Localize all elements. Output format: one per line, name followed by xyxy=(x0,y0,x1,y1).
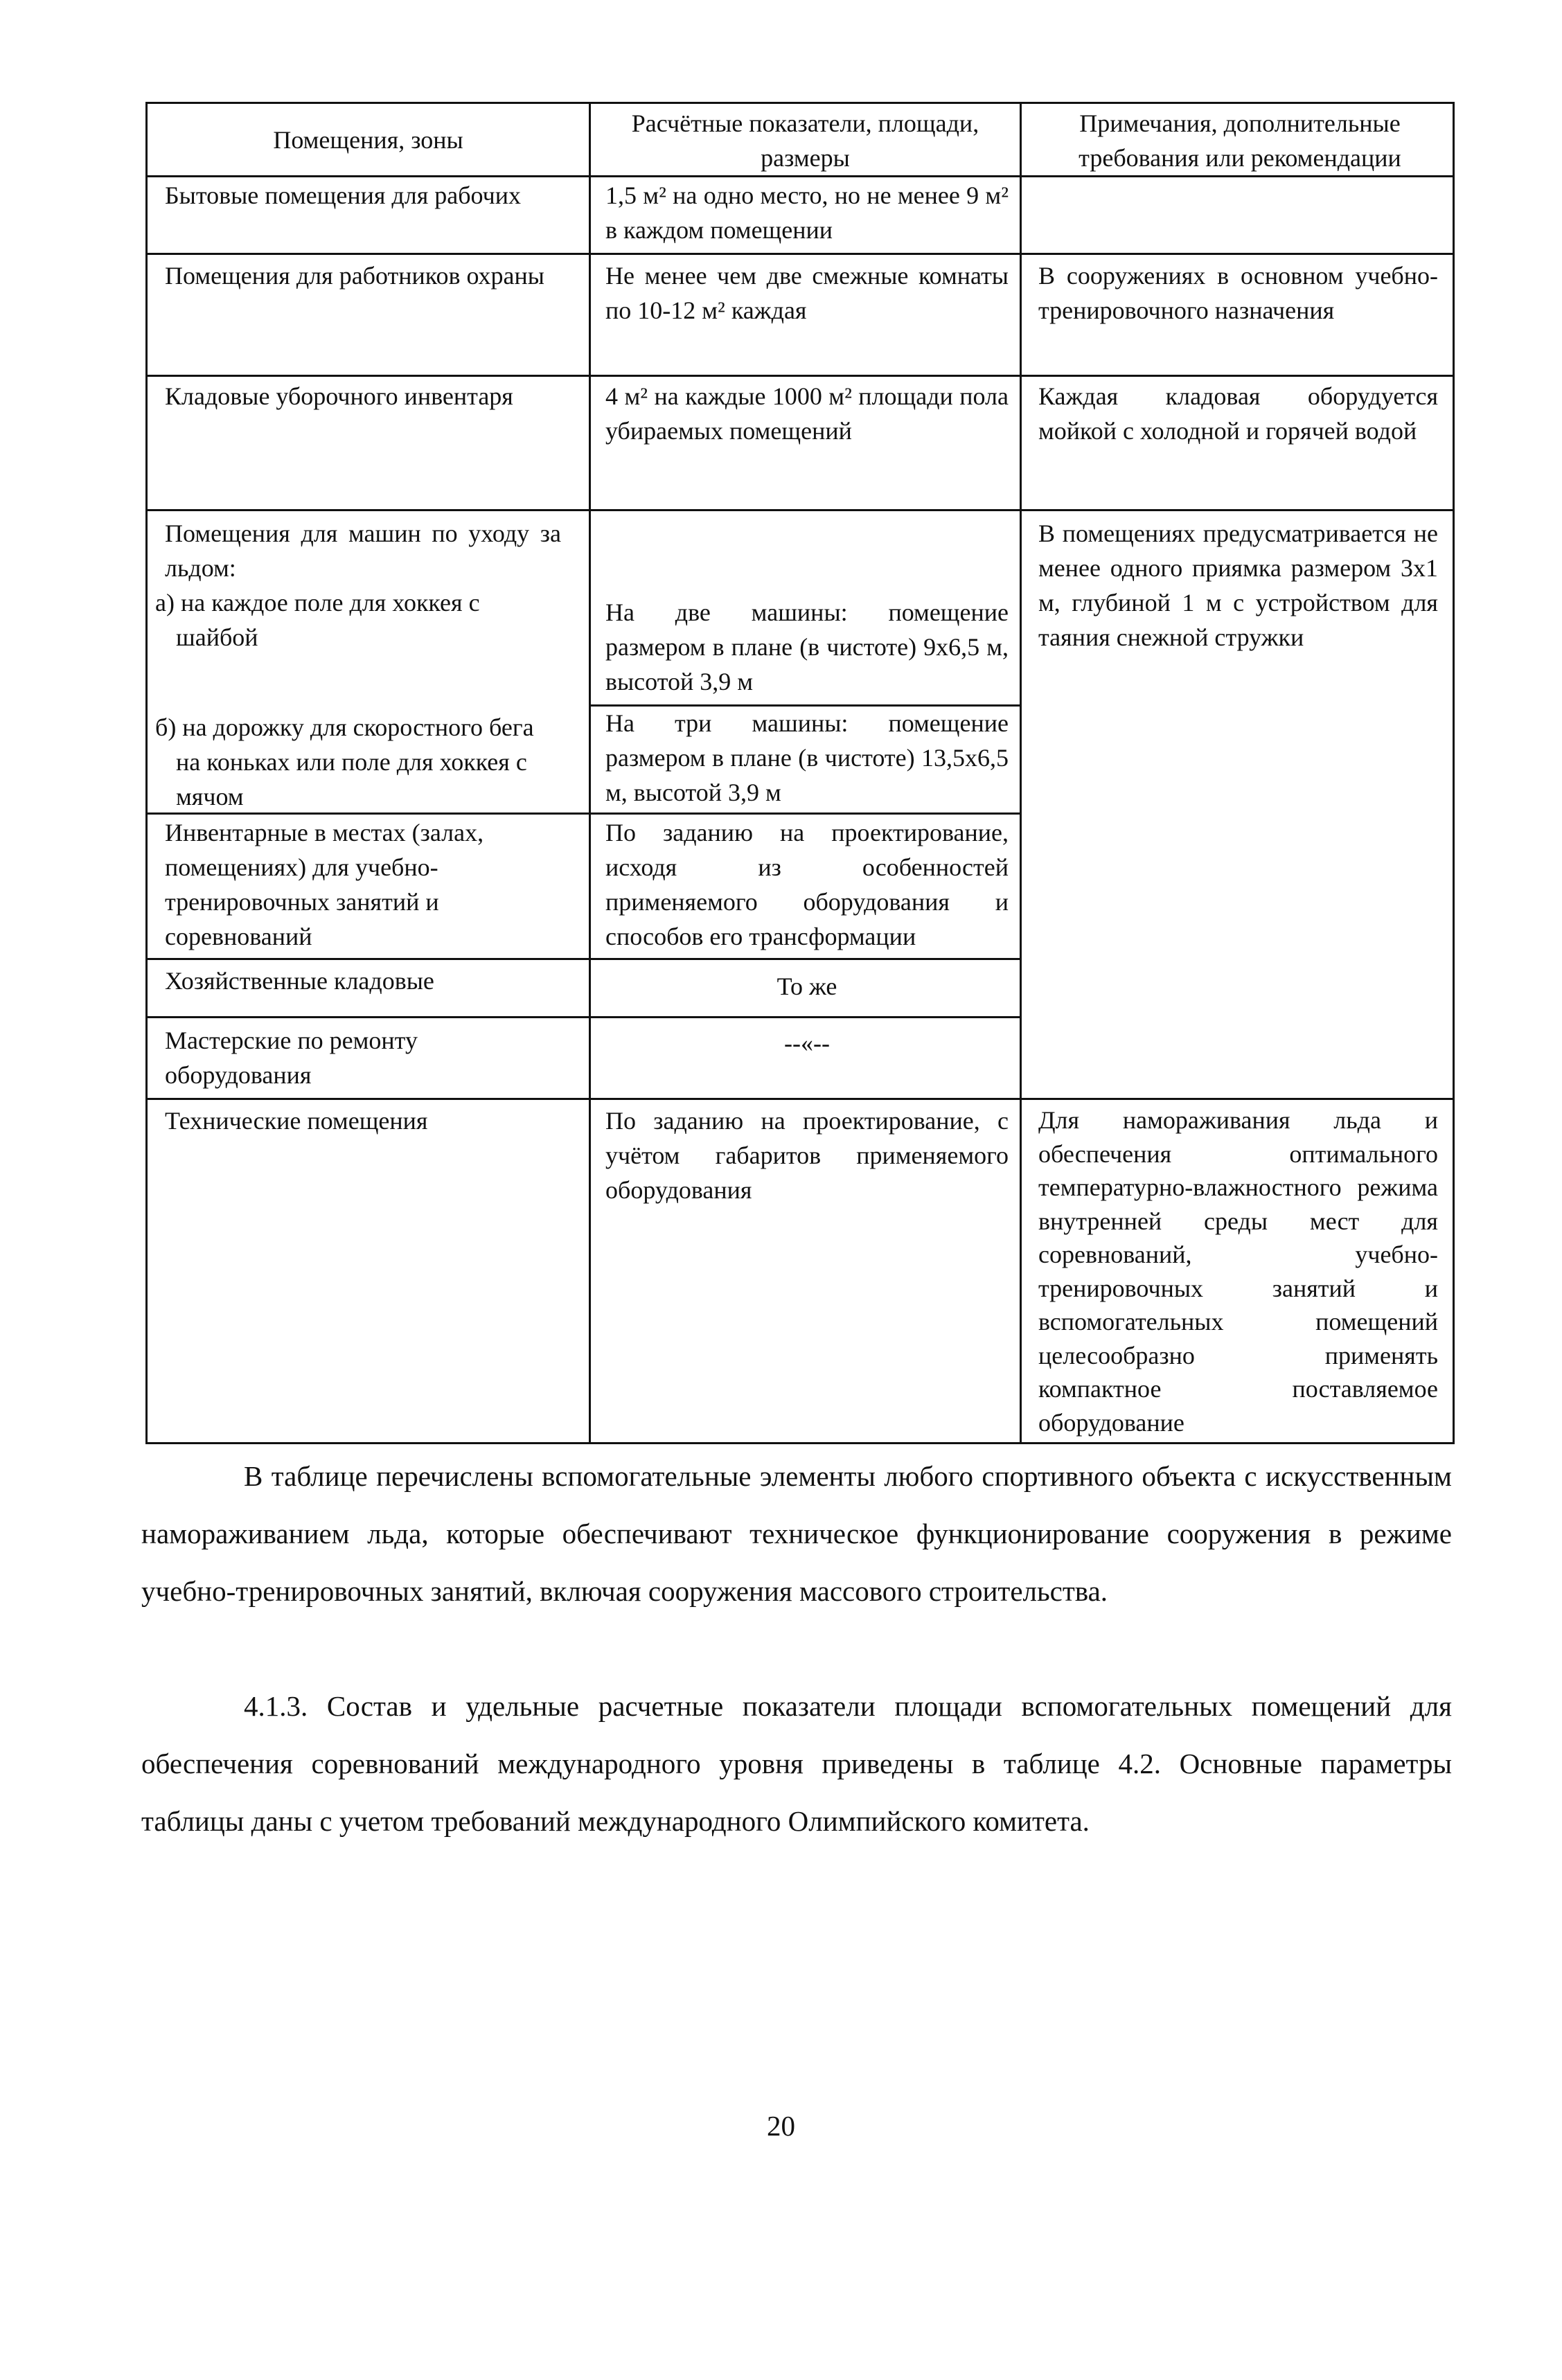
row4-note: В помещениях предусматривается не менее одного приямка размером 3х1 м, глубиной 1 м с устройством для таяния снежной стружки xyxy=(1038,519,1438,651)
row8-zone: Технические помещения xyxy=(165,1107,428,1135)
row1-indicator: 1,5 м² на одно место, но не менее 9 м² в каждом помещении xyxy=(605,181,1009,244)
row4-zone-b: б) на дорожку для скоростного бега на коньках или поле для хоккея с мячом xyxy=(155,713,534,810)
row4-indicator-a: На две машины: помещение размером в плане (в чистоте) 9х6,5 м, высотой 3,9 м xyxy=(605,598,1009,695)
row2-zone: Помещения для работников охраны xyxy=(165,262,544,290)
header-zone: Помещения, зоны xyxy=(273,126,463,154)
row4-indicator-b: На три машины: помещение размером в плане (в чистоте) 13,5х6,5 м, высотой 3,9 м xyxy=(605,709,1009,806)
rooms-table xyxy=(145,102,1455,1444)
row8-note: Для намораживания льда и обеспечения оптимального температурно-влажностного режима внутренней среды мест для соревнований, учебно-тренировочных занятий и вспомогательных помещений целесообразно применять компактное поставляемое оборудование xyxy=(1038,1106,1438,1437)
row8-indicator: По заданию на проектирование, с учётом габаритов применяемого оборудования xyxy=(605,1107,1009,1204)
row2-note: В сооружениях в основном учебно-тренировочного назначения xyxy=(1038,262,1438,324)
row6-zone: Хозяйственные кладовые xyxy=(165,967,434,995)
paragraph-1: В таблице перечислены вспомогательные элементы любого спортивного объекта с искусственным намораживанием льда, которые обеспечивают техническое функционирование сооружения в режиме учебно-тренировочных занятий, включая сооружения массового строительства. xyxy=(141,1460,1452,1607)
row3-indicator: 4 м² на каждые 1000 м² площади пола убираемых помещений xyxy=(605,382,1009,445)
header-indicators: Расчётные показатели, площади, размеры xyxy=(631,109,979,172)
paragraph-2: 4.1.3. Состав и удельные расчетные показатели площади вспомогательных помещений для обеспечения соревнований международного уровня приведены в таблице 4.2. Основные параметры таблицы даны с учетом требований международного Олимпийского комитета. xyxy=(141,1690,1452,1837)
page-number: 20 xyxy=(767,2110,795,2142)
row3-zone: Кладовые уборочного инвентаря xyxy=(165,382,513,410)
row6-indicator: То же xyxy=(776,973,837,1000)
row1-zone: Бытовые помещения для рабочих xyxy=(165,181,521,209)
row4-zone: Помещения для машин по уходу за льдом: xyxy=(165,519,561,582)
row5-indicator: По заданию на проектирование, исходя из особенностей применяемого оборудования и способов его трансформации xyxy=(605,819,1009,950)
row7-indicator: --«-- xyxy=(784,1029,830,1057)
row4-zone-a: а) на каждое поле для хоккея с шайбой xyxy=(155,589,480,651)
row5-zone: Инвентарные в местах (залах, помещениях) для учебно-тренировочных занятий и соревнований xyxy=(165,819,484,950)
row7-zone: Мастерские по ремонту оборудования xyxy=(165,1027,418,1089)
row3-note: Каждая кладовая оборудуется мойкой с холодной и горячей водой xyxy=(1038,382,1438,445)
header-notes: Примечания, дополнительные требования или рекомендации xyxy=(1079,109,1401,172)
row2-indicator: Не менее чем две смежные комнаты по 10-12 м² каждая xyxy=(605,262,1009,324)
